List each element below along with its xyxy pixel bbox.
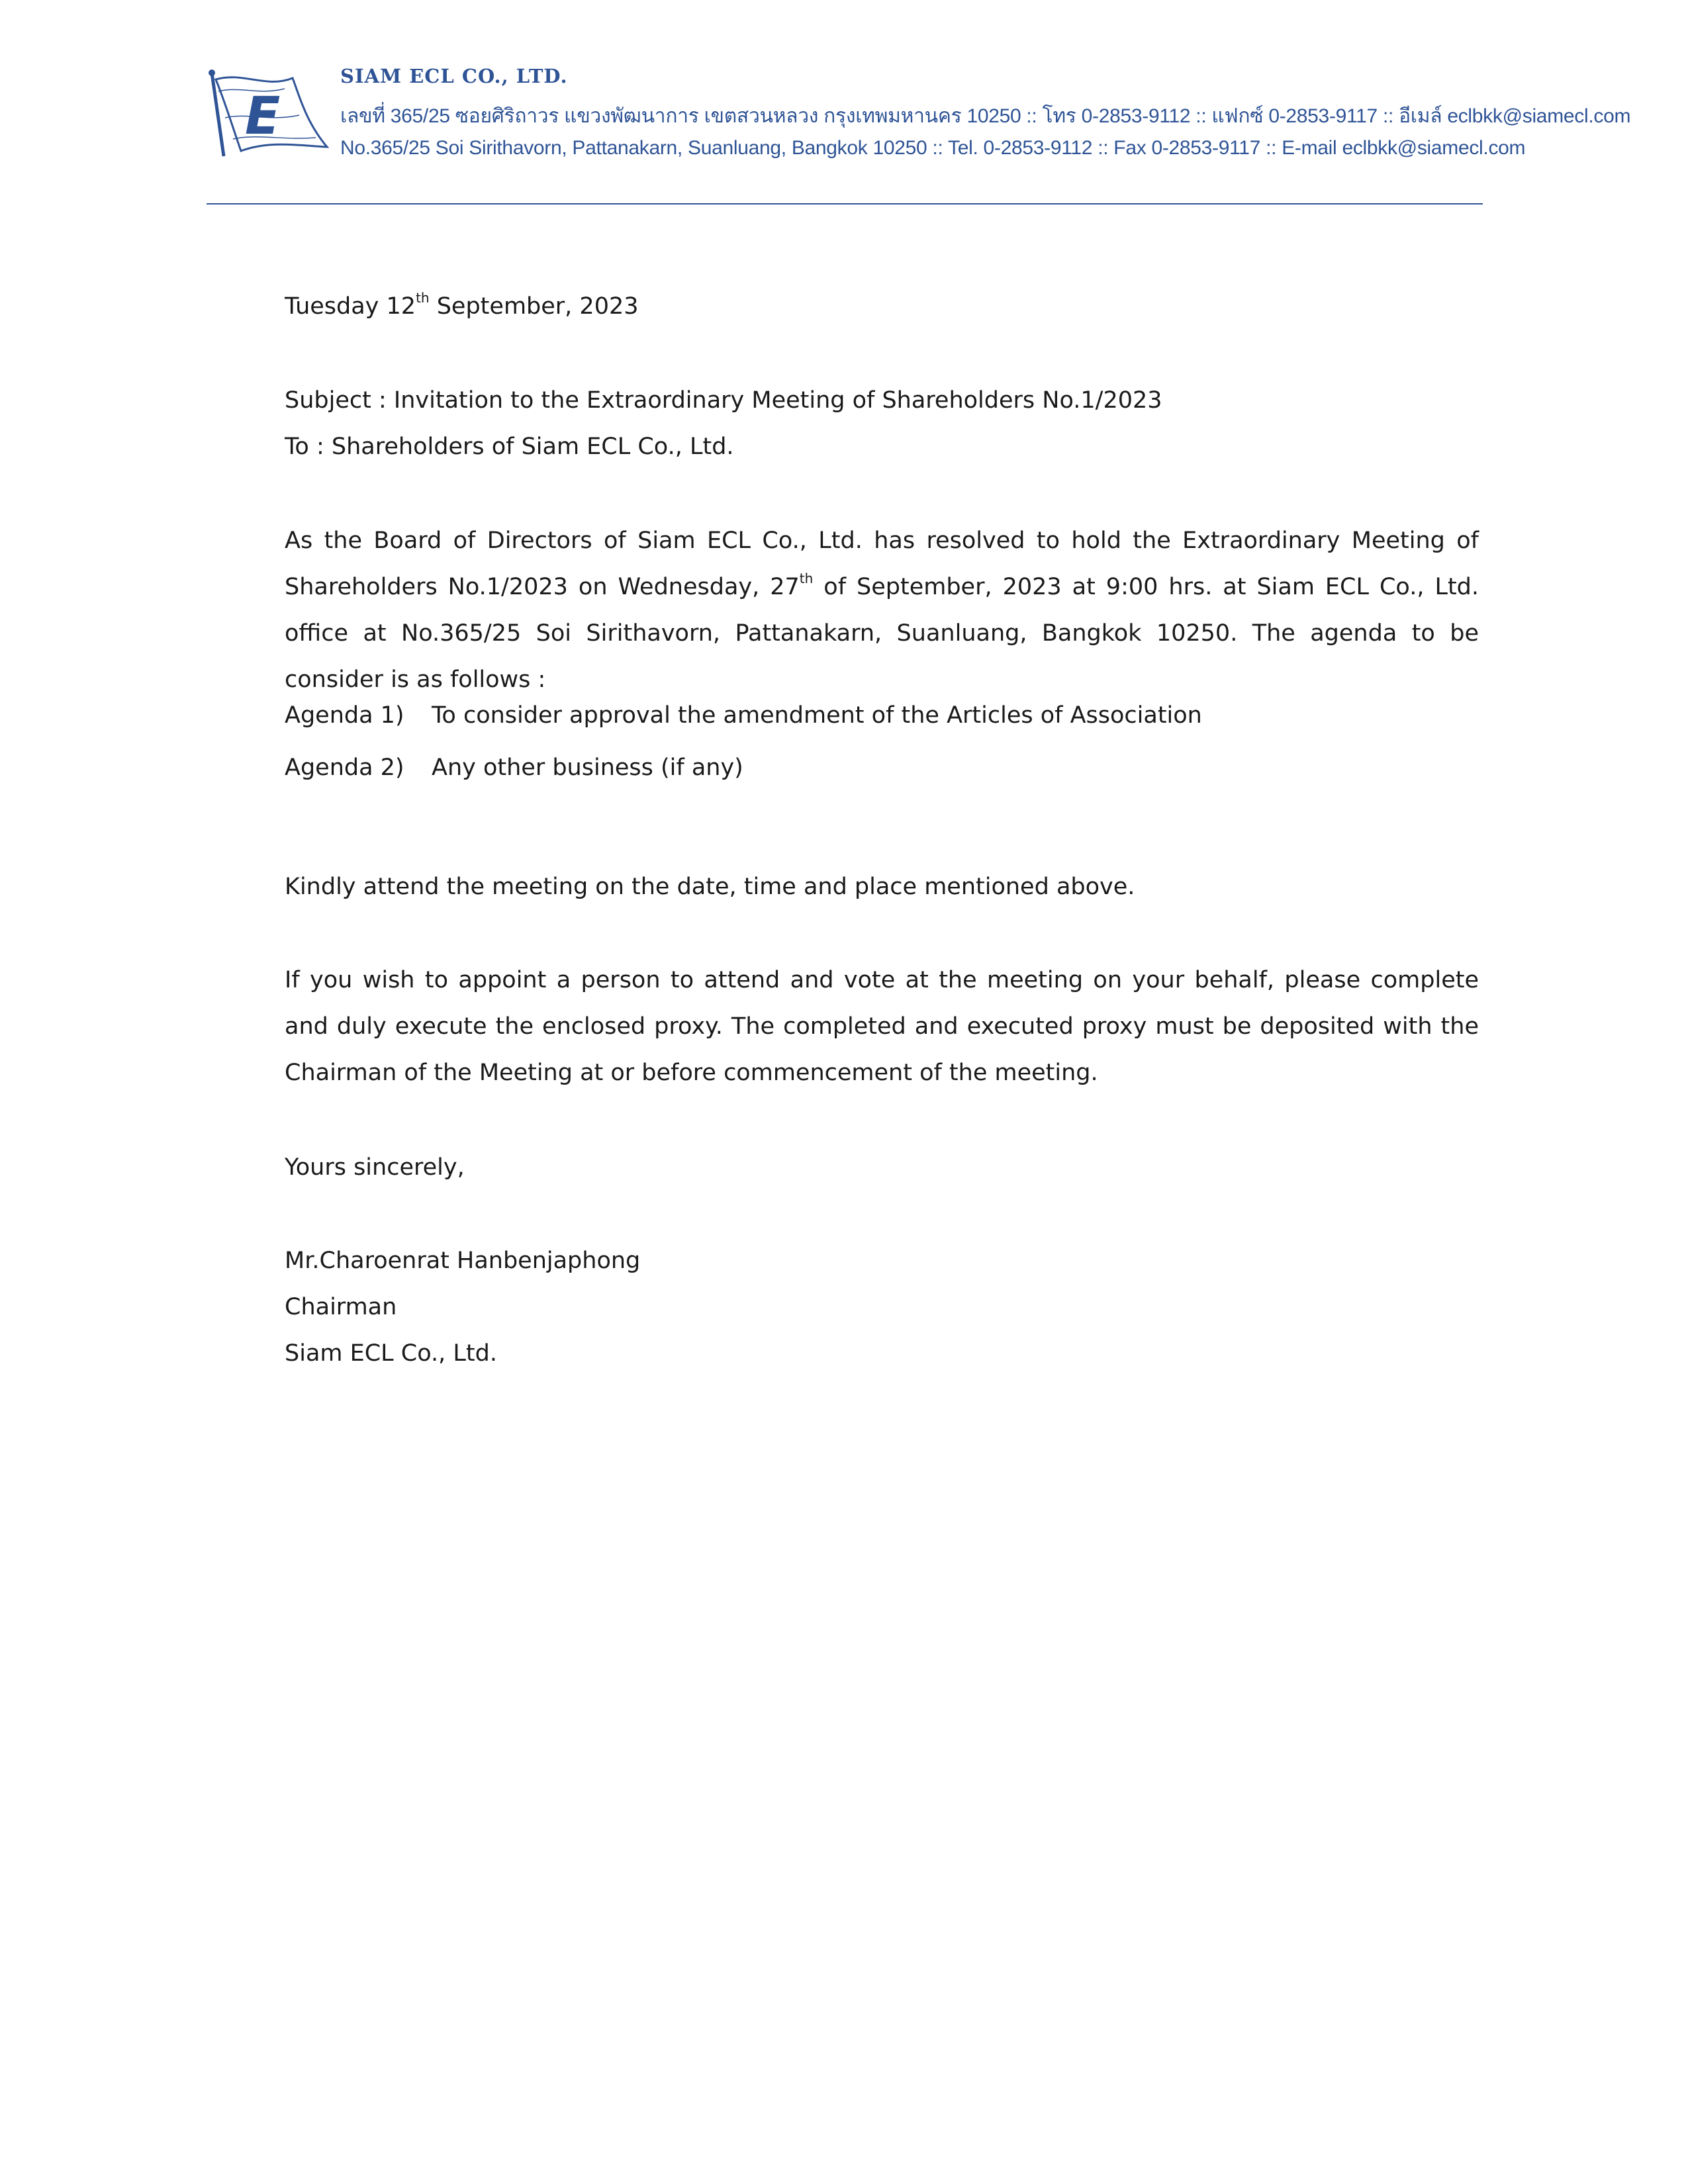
date-ordinal: th: [416, 290, 430, 306]
agenda-text: To consider approval the amendment of the Articles of Association: [432, 702, 1202, 729]
signatory-title: Chairman: [285, 1294, 397, 1320]
address-thai: เลขที่ 365/25 ซอยศิริถาวร แขวงพัฒนาการ เขตสวนหลวง กรุงเทพมหานคร 10250 :: โทร 0-2853-9112 :: แฟกซ์ 0-2853-9117 :: อีเมล์ eclbkk@siamecl.com: [340, 105, 1631, 127]
announcement-text-2: of September, 2023 at 9:00 hrs. at Siam ECL Co., Ltd. office at No.365/25 Soi Sirithavorn, Pattanakarn, Suanluang, Bangkok 10250. The agenda to be consider is as follows :: [285, 574, 1479, 693]
agenda-text: Any other business (if any): [432, 754, 743, 781]
address-english: No.365/25 Soi Sirithavorn, Pattanakarn, Suanluang, Bangkok 10250 :: Tel. 0-2853-9112 :: Fax 0-2853-9117 :: E-mail eclbkk@siamecl.com: [340, 137, 1526, 159]
date-suffix: September, 2023: [429, 293, 639, 320]
company-flag-logo-icon: [207, 69, 332, 160]
meeting-announcement-paragraph: [285, 518, 1479, 703]
proxy-paragraph: If you wish to appoint a person to attend and vote at the meeting on your behalf, please complete and duly execute the enclosed proxy. The completed and executed proxy must be deposited with the Chairman of the Meeting at or before commencement of the meeting.: [285, 967, 1479, 1086]
signatory-name: Mr.Charoenrat Hanbenjaphong: [285, 1248, 641, 1274]
attendance-request: Kindly attend the meeting on the date, time and place mentioned above.: [285, 874, 1135, 900]
signatory-company: Siam ECL Co., Ltd.: [285, 1340, 497, 1367]
header-divider: [207, 203, 1483, 205]
date-prefix: Tuesday 12: [285, 293, 416, 320]
letter-date: [285, 283, 639, 330]
letterhead: [0, 0, 1688, 212]
subject-line: Subject : Invitation to the Extraordinary Meeting of Shareholders No.1/2023: [285, 387, 1162, 414]
announcement-text-1: As the Board of Directors of Siam ECL Co., Ltd. has resolved to hold the Extraordinary Meeting of Shareholders No.1/2023 on Wednesday, 27: [285, 527, 1479, 600]
agenda-number: Agenda 1): [285, 702, 404, 729]
meeting-date-ordinal: th: [799, 570, 814, 587]
closing-salutation: Yours sincerely,: [285, 1154, 465, 1181]
company-name: SIAM ECL CO., LTD.: [340, 65, 568, 87]
recipient-line: To : Shareholders of Siam ECL Co., Ltd.: [285, 433, 734, 460]
logo-letter: E: [245, 87, 281, 146]
agenda-number: Agenda 2): [285, 754, 404, 781]
